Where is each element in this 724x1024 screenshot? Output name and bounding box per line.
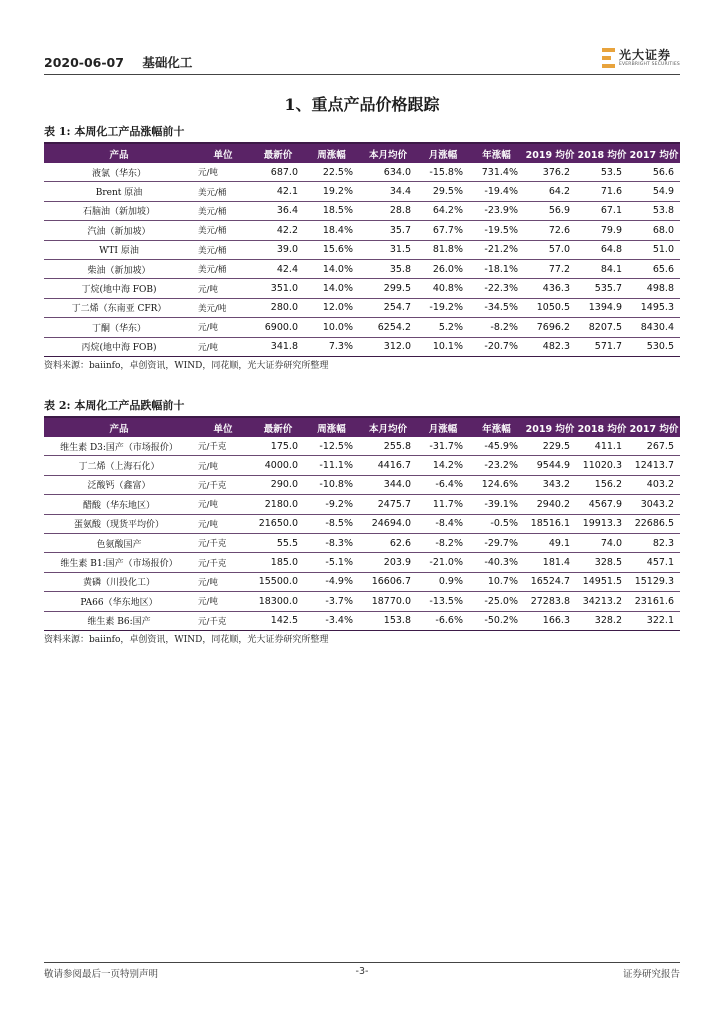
cell-monthly-avg: 255.8: [359, 437, 417, 456]
section-title: 1、重点产品价格跟踪: [284, 95, 440, 114]
cell-avg-2017: 403.2: [628, 475, 680, 494]
cell-monthly-avg: 203.9: [359, 553, 417, 572]
cell-weekly-change: 18.4%: [304, 221, 359, 240]
column-header-latest-price: 最新价: [263, 149, 293, 161]
table-row: [44, 240, 680, 259]
cell-monthly-avg: 344.0: [359, 475, 417, 494]
cell-avg-2019: 482.3: [524, 337, 576, 356]
header-text: [44, 53, 192, 71]
cell-yearly-change: 731.4%: [469, 163, 524, 182]
cell-avg-2019: 9544.9: [524, 456, 576, 475]
logo-mark-icon: [602, 48, 615, 68]
cell-weekly-change: 14.0%: [304, 259, 359, 278]
cell-yearly-change: -34.5%: [469, 298, 524, 317]
cell-avg-2018: 71.6: [576, 182, 628, 201]
cell-avg-2018: 34213.2: [576, 592, 628, 611]
cell-avg-2018: 328.2: [576, 611, 628, 630]
table-row: [44, 514, 680, 533]
cell-yearly-change: -0.5%: [469, 514, 524, 533]
cell-yearly-change: -19.5%: [469, 221, 524, 240]
cell-avg-2019: 57.0: [524, 240, 576, 259]
cell-product: 石脑油（新加坡）: [44, 201, 194, 220]
cell-monthly-change: 5.2%: [417, 318, 469, 337]
cell-weekly-change: -12.5%: [304, 437, 359, 456]
column-header-avg-2018: 2018 均价: [577, 149, 627, 161]
cell-yearly-change: -29.7%: [469, 533, 524, 552]
cell-avg-2019: 229.5: [524, 437, 576, 456]
cell-latest-price: 2180.0: [252, 495, 304, 514]
table-row: [44, 337, 680, 356]
cell-product: 丁烷(地中海 FOB): [44, 279, 194, 298]
footer-rule: [44, 962, 680, 963]
cell-monthly-avg: 34.4: [359, 182, 417, 201]
cell-monthly-avg: 28.8: [359, 201, 417, 220]
table-row: [44, 318, 680, 337]
cell-unit: 元/千克: [194, 475, 252, 494]
table-row: [44, 182, 680, 201]
cell-latest-price: 42.2: [252, 221, 304, 240]
column-header-unit: 单位: [213, 149, 233, 161]
cell-avg-2019: 72.6: [524, 221, 576, 240]
column-header-weekly-change: 周涨幅: [317, 149, 346, 161]
cell-monthly-change: -13.5%: [417, 592, 469, 611]
table-row: [44, 475, 680, 494]
column-header-yearly-change: 年涨幅: [482, 149, 511, 161]
logo-name-cn: 光大证券: [618, 47, 671, 62]
cell-avg-2017: 498.8: [628, 279, 680, 298]
table2-block: [44, 398, 680, 647]
cell-latest-price: 4000.0: [252, 456, 304, 475]
cell-avg-2018: 19913.3: [576, 514, 628, 533]
cell-product: WTI 原油: [44, 240, 194, 259]
cell-monthly-change: -8.4%: [417, 514, 469, 533]
cell-weekly-change: 7.3%: [304, 337, 359, 356]
cell-avg-2018: 14951.5: [576, 572, 628, 591]
cell-monthly-avg: 153.8: [359, 611, 417, 630]
table-row: [44, 495, 680, 514]
cell-monthly-change: -21.0%: [417, 553, 469, 572]
cell-yearly-change: 124.6%: [469, 475, 524, 494]
cell-avg-2019: 49.1: [524, 533, 576, 552]
cell-avg-2018: 64.8: [576, 240, 628, 259]
cell-avg-2017: 457.1: [628, 553, 680, 572]
cell-latest-price: 55.5: [252, 533, 304, 552]
cell-product: Brent 原油: [44, 182, 194, 201]
cell-product: 醋酸（华东地区）: [44, 495, 194, 514]
cell-avg-2017: 3043.2: [628, 495, 680, 514]
cell-weekly-change: -4.9%: [304, 572, 359, 591]
cell-latest-price: 280.0: [252, 298, 304, 317]
cell-yearly-change: -8.2%: [469, 318, 524, 337]
table-header-row: [44, 144, 680, 163]
cell-unit: 元/千克: [194, 553, 252, 572]
cell-avg-2017: 51.0: [628, 240, 680, 259]
cell-latest-price: 42.4: [252, 259, 304, 278]
cell-avg-2019: 77.2: [524, 259, 576, 278]
cell-avg-2018: 1394.9: [576, 298, 628, 317]
cell-weekly-change: -3.4%: [304, 611, 359, 630]
cell-unit: 元/吨: [194, 337, 252, 356]
cell-avg-2019: 2940.2: [524, 495, 576, 514]
cell-avg-2018: 156.2: [576, 475, 628, 494]
cell-weekly-change: 12.0%: [304, 298, 359, 317]
cell-avg-2018: 79.9: [576, 221, 628, 240]
report-date: 2020-06-07: [44, 55, 124, 70]
cell-latest-price: 351.0: [252, 279, 304, 298]
cell-yearly-change: -45.9%: [469, 437, 524, 456]
column-header-avg-2019: 2019 均价: [525, 149, 575, 161]
cell-avg-2019: 376.2: [524, 163, 576, 182]
table-row: [44, 163, 680, 182]
column-header-avg-2017: 2017 均价: [629, 149, 679, 161]
cell-unit: 元/千克: [194, 533, 252, 552]
table-header-row: [44, 418, 680, 437]
cell-monthly-avg: 299.5: [359, 279, 417, 298]
cell-avg-2019: 1050.5: [524, 298, 576, 317]
cell-monthly-avg: 35.7: [359, 221, 417, 240]
column-header-avg-2017: 2017 均价: [629, 423, 679, 435]
cell-weekly-change: 19.2%: [304, 182, 359, 201]
cell-unit: 元/吨: [194, 279, 252, 298]
cell-unit: 美元/桶: [194, 221, 252, 240]
cell-monthly-avg: 18770.0: [359, 592, 417, 611]
cell-unit: 元/吨: [194, 318, 252, 337]
cell-product: 丁二烯（上海石化）: [44, 456, 194, 475]
cell-avg-2017: 68.0: [628, 221, 680, 240]
cell-unit: 元/吨: [194, 456, 252, 475]
cell-avg-2018: 74.0: [576, 533, 628, 552]
cell-product: 泛酸钙（鑫富）: [44, 475, 194, 494]
table1-caption: 表 1: 本周化工产品涨幅前十: [44, 125, 185, 138]
cell-monthly-change: -8.2%: [417, 533, 469, 552]
cell-avg-2018: 411.1: [576, 437, 628, 456]
cell-unit: 元/吨: [194, 514, 252, 533]
cell-weekly-change: 14.0%: [304, 279, 359, 298]
cell-unit: 元/吨: [194, 572, 252, 591]
cell-unit: 元/吨: [194, 163, 252, 182]
cell-monthly-avg: 62.6: [359, 533, 417, 552]
table-row: [44, 298, 680, 317]
cell-monthly-avg: 31.5: [359, 240, 417, 259]
header-rule: [44, 74, 680, 75]
column-header-latest-price: 最新价: [263, 423, 293, 435]
cell-weekly-change: 10.0%: [304, 318, 359, 337]
cell-product: 蛋氨酸（现货平均价）: [44, 514, 194, 533]
page-number: -3-: [355, 966, 369, 977]
column-header-product: 产品: [109, 149, 129, 161]
cell-product: 丁二烯（东南亚 CFR）: [44, 298, 194, 317]
cell-yearly-change: -23.2%: [469, 456, 524, 475]
cell-avg-2017: 15129.3: [628, 572, 680, 591]
cell-monthly-change: 14.2%: [417, 456, 469, 475]
cell-product: 维生素 D3:国产（市场报价）: [44, 437, 194, 456]
cell-avg-2019: 343.2: [524, 475, 576, 494]
column-header-avg-2019: 2019 均价: [525, 423, 575, 435]
cell-product: PA66（华东地区）: [44, 592, 194, 611]
column-header-yearly-change: 年涨幅: [482, 423, 511, 435]
cell-monthly-change: -19.2%: [417, 298, 469, 317]
cell-unit: 美元/桶: [194, 182, 252, 201]
cell-weekly-change: -11.1%: [304, 456, 359, 475]
column-header-monthly-change: 月涨幅: [428, 423, 458, 435]
cell-avg-2017: 322.1: [628, 611, 680, 630]
cell-avg-2017: 56.6: [628, 163, 680, 182]
cell-unit: 美元/桶: [194, 201, 252, 220]
table-row: [44, 572, 680, 591]
column-header-weekly-change: 周涨幅: [317, 423, 346, 435]
column-header-avg-2018: 2018 均价: [577, 423, 627, 435]
cell-monthly-change: 0.9%: [417, 572, 469, 591]
cell-weekly-change: -8.3%: [304, 533, 359, 552]
cell-monthly-avg: 35.8: [359, 259, 417, 278]
cell-avg-2017: 12413.7: [628, 456, 680, 475]
cell-weekly-change: 15.6%: [304, 240, 359, 259]
cell-avg-2018: 535.7: [576, 279, 628, 298]
cell-monthly-change: 64.2%: [417, 201, 469, 220]
cell-yearly-change: -25.0%: [469, 592, 524, 611]
cell-monthly-change: -6.4%: [417, 475, 469, 494]
table-row: [44, 259, 680, 278]
cell-avg-2018: 67.1: [576, 201, 628, 220]
column-header-monthly-avg: 本月均价: [368, 423, 407, 435]
cell-avg-2017: 1495.3: [628, 298, 680, 317]
cell-product: 丙烷(地中海 FOB): [44, 337, 194, 356]
column-header-product: 产品: [109, 423, 129, 435]
cell-avg-2019: 27283.8: [524, 592, 576, 611]
table1-block: [44, 124, 680, 373]
cell-unit: 美元/桶: [194, 259, 252, 278]
cell-unit: 元/吨: [194, 592, 252, 611]
cell-monthly-change: 26.0%: [417, 259, 469, 278]
cell-monthly-change: -31.7%: [417, 437, 469, 456]
cell-monthly-avg: 312.0: [359, 337, 417, 356]
table1-source: 资料来源：baiinfo，卓创资讯，WIND，同花顺，光大证券研究所整理: [44, 360, 329, 371]
cell-avg-2018: 571.7: [576, 337, 628, 356]
table2-source: 资料来源：baiinfo，卓创资讯，WIND，同花顺，光大证券研究所整理: [44, 634, 329, 645]
cell-latest-price: 36.4: [252, 201, 304, 220]
cell-avg-2019: 64.2: [524, 182, 576, 201]
cell-avg-2018: 4567.9: [576, 495, 628, 514]
cell-avg-2018: 328.5: [576, 553, 628, 572]
column-header-monthly-change: 月涨幅: [428, 149, 458, 161]
cell-weekly-change: -5.1%: [304, 553, 359, 572]
disclaimer-note: 敬请参阅最后一页特别声明: [44, 969, 159, 980]
table-row: [44, 456, 680, 475]
cell-avg-2019: 436.3: [524, 279, 576, 298]
cell-latest-price: 341.8: [252, 337, 304, 356]
table2: [44, 418, 680, 631]
cell-product: 维生素 B6:国产: [44, 611, 194, 630]
table-row: [44, 221, 680, 240]
cell-unit: 元/吨: [194, 495, 252, 514]
report-category: 基础化工: [142, 55, 193, 70]
column-header-unit: 单位: [213, 423, 233, 435]
page-footer: [44, 966, 680, 982]
cell-avg-2017: 267.5: [628, 437, 680, 456]
cell-monthly-change: 29.5%: [417, 182, 469, 201]
company-logo: [602, 46, 680, 70]
cell-latest-price: 290.0: [252, 475, 304, 494]
cell-product: 色氨酸国产: [44, 533, 194, 552]
cell-monthly-change: 81.8%: [417, 240, 469, 259]
cell-monthly-avg: 6254.2: [359, 318, 417, 337]
cell-avg-2019: 56.9: [524, 201, 576, 220]
table-row: [44, 592, 680, 611]
cell-monthly-avg: 254.7: [359, 298, 417, 317]
cell-latest-price: 687.0: [252, 163, 304, 182]
cell-yearly-change: -19.4%: [469, 182, 524, 201]
cell-avg-2017: 530.5: [628, 337, 680, 356]
cell-monthly-avg: 2475.7: [359, 495, 417, 514]
cell-avg-2019: 166.3: [524, 611, 576, 630]
table-row: [44, 553, 680, 572]
cell-weekly-change: 18.5%: [304, 201, 359, 220]
cell-product: 丁酮（华东）: [44, 318, 194, 337]
cell-avg-2018: 11020.3: [576, 456, 628, 475]
cell-avg-2017: 22686.5: [628, 514, 680, 533]
cell-avg-2018: 8207.5: [576, 318, 628, 337]
cell-latest-price: 18300.0: [252, 592, 304, 611]
cell-yearly-change: 10.7%: [469, 572, 524, 591]
cell-product: 维生素 B1:国产（市场报价）: [44, 553, 194, 572]
cell-avg-2017: 65.6: [628, 259, 680, 278]
cell-product: 黄磷（川投化工）: [44, 572, 194, 591]
cell-yearly-change: -22.3%: [469, 279, 524, 298]
cell-yearly-change: -21.2%: [469, 240, 524, 259]
cell-unit: 美元/吨: [194, 298, 252, 317]
cell-monthly-change: 11.7%: [417, 495, 469, 514]
cell-yearly-change: -20.7%: [469, 337, 524, 356]
table1: [44, 144, 680, 357]
table-row: [44, 611, 680, 630]
cell-monthly-avg: 16606.7: [359, 572, 417, 591]
column-header-monthly-avg: 本月均价: [368, 149, 407, 161]
cell-avg-2018: 84.1: [576, 259, 628, 278]
cell-yearly-change: -23.9%: [469, 201, 524, 220]
cell-product: 液氯（华东）: [44, 163, 194, 182]
cell-avg-2017: 8430.4: [628, 318, 680, 337]
cell-latest-price: 42.1: [252, 182, 304, 201]
cell-weekly-change: 22.5%: [304, 163, 359, 182]
cell-avg-2018: 53.5: [576, 163, 628, 182]
cell-avg-2017: 53.8: [628, 201, 680, 220]
cell-product: 柴油（新加坡）: [44, 259, 194, 278]
table-row: [44, 279, 680, 298]
table-row: [44, 533, 680, 552]
cell-yearly-change: -39.1%: [469, 495, 524, 514]
table2-caption: 表 2: 本周化工产品跌幅前十: [44, 399, 185, 412]
cell-yearly-change: -40.3%: [469, 553, 524, 572]
cell-latest-price: 21650.0: [252, 514, 304, 533]
cell-weekly-change: -10.8%: [304, 475, 359, 494]
cell-unit: 元/千克: [194, 611, 252, 630]
cell-weekly-change: -3.7%: [304, 592, 359, 611]
cell-weekly-change: -8.5%: [304, 514, 359, 533]
cell-avg-2017: 23161.6: [628, 592, 680, 611]
cell-monthly-change: 10.1%: [417, 337, 469, 356]
cell-monthly-change: 67.7%: [417, 221, 469, 240]
cell-latest-price: 142.5: [252, 611, 304, 630]
cell-avg-2019: 181.4: [524, 553, 576, 572]
cell-yearly-change: -18.1%: [469, 259, 524, 278]
cell-latest-price: 175.0: [252, 437, 304, 456]
cell-unit: 美元/桶: [194, 240, 252, 259]
cell-monthly-change: -6.6%: [417, 611, 469, 630]
table-row: [44, 437, 680, 456]
cell-monthly-change: 40.8%: [417, 279, 469, 298]
cell-yearly-change: -50.2%: [469, 611, 524, 630]
cell-avg-2017: 82.3: [628, 533, 680, 552]
cell-latest-price: 185.0: [252, 553, 304, 572]
cell-latest-price: 39.0: [252, 240, 304, 259]
logo-name-en: EVERBRIGHT SECURITIES: [618, 61, 680, 67]
cell-monthly-avg: 634.0: [359, 163, 417, 182]
cell-weekly-change: -9.2%: [304, 495, 359, 514]
cell-unit: 元/千克: [194, 437, 252, 456]
table-row: [44, 201, 680, 220]
cell-avg-2019: 7696.2: [524, 318, 576, 337]
cell-product: 汽油（新加坡）: [44, 221, 194, 240]
cell-monthly-avg: 4416.7: [359, 456, 417, 475]
cell-latest-price: 15500.0: [252, 572, 304, 591]
cell-avg-2019: 18516.1: [524, 514, 576, 533]
cell-monthly-change: -15.8%: [417, 163, 469, 182]
report-type: 证券研究报告: [622, 969, 680, 980]
page-header: [44, 47, 680, 72]
cell-avg-2019: 16524.7: [524, 572, 576, 591]
cell-monthly-avg: 24694.0: [359, 514, 417, 533]
cell-latest-price: 6900.0: [252, 318, 304, 337]
cell-avg-2017: 54.9: [628, 182, 680, 201]
